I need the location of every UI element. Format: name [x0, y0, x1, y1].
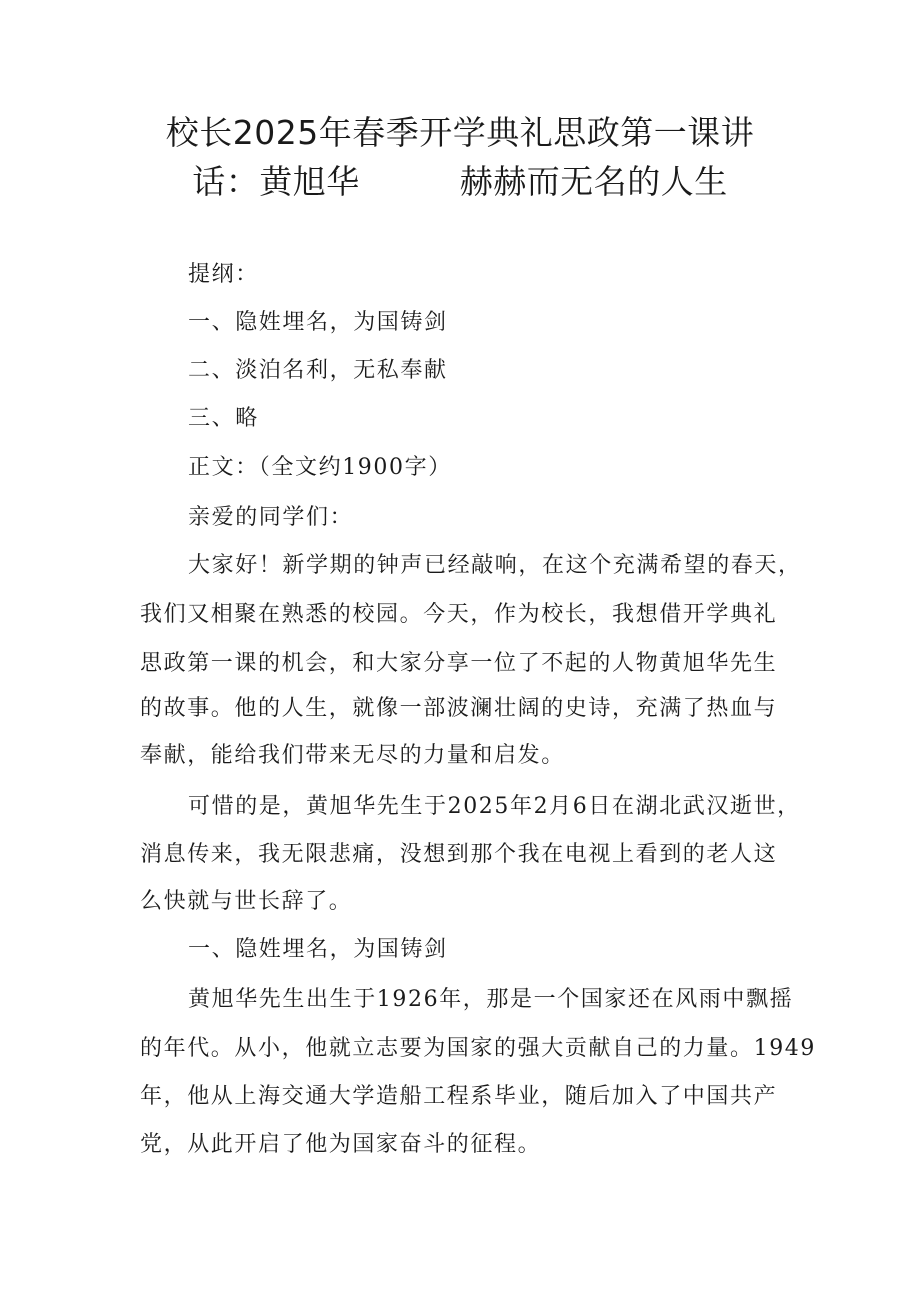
salutation: 亲爱的同学们： [188, 505, 354, 530]
paragraph-1-line: 我们又相聚在熟悉的校园。今天，作为校长，我想借开学典礼 [140, 602, 778, 627]
section-1-heading: 一、隐姓埋名，为国铸剑 [188, 937, 448, 962]
paragraph-3-line: 年，他从上海交通大学造船工程系毕业，随后加入了中国共产 [140, 1084, 778, 1109]
body-label: 正文：（全文约1900字） [188, 455, 452, 480]
paragraph-3-line: 黄旭华先生出生于1926年，那是一个国家还在风雨中飘摇 [188, 987, 794, 1012]
paragraph-3-line: 党，从此开启了他为国家奋斗的征程。 [140, 1132, 542, 1157]
title-line-2-part-b: 赫赫而无名的人生 [459, 162, 728, 201]
paragraph-2-line: 可惜的是，黄旭华先生于2025年2月6日在湖北武汉逝世， [188, 794, 801, 819]
paragraph-1-line: 大家好！新学期的钟声已经敲响，在这个充满希望的春天， [188, 553, 802, 578]
paragraph-1-line: 的故事。他的人生，就像一部波澜壮阔的史诗，充满了热血与 [140, 696, 778, 721]
paragraph-1-line: 思政第一课的机会，和大家分享一位了不起的人物黄旭华先生 [140, 651, 778, 676]
title-line-2 [0, 162, 920, 202]
paragraph-2-line: 消息传来，我无限悲痛，没想到那个我在电视上看到的老人这 [140, 842, 778, 867]
outline-label: 提纲： [188, 262, 259, 287]
paragraph-2-line: 么快就与世长辞了。 [140, 889, 353, 914]
title-line-2-part-a: 话：黄旭华 [192, 162, 360, 201]
title-line-1: 校长2025年春季开学典礼思政第一课讲 [165, 113, 755, 152]
outline-item: 一、隐姓埋名，为国铸剑 [188, 310, 448, 335]
outline-item: 二、淡泊名利，无私奉献 [188, 358, 448, 383]
paragraph-3-line: 的年代。从小，他就立志要为国家的强大贡献自己的力量。1949 [140, 1036, 816, 1061]
paragraph-1-line: 奉献，能给我们带来无尽的力量和启发。 [140, 743, 565, 768]
outline-item: 三、略 [188, 406, 259, 431]
